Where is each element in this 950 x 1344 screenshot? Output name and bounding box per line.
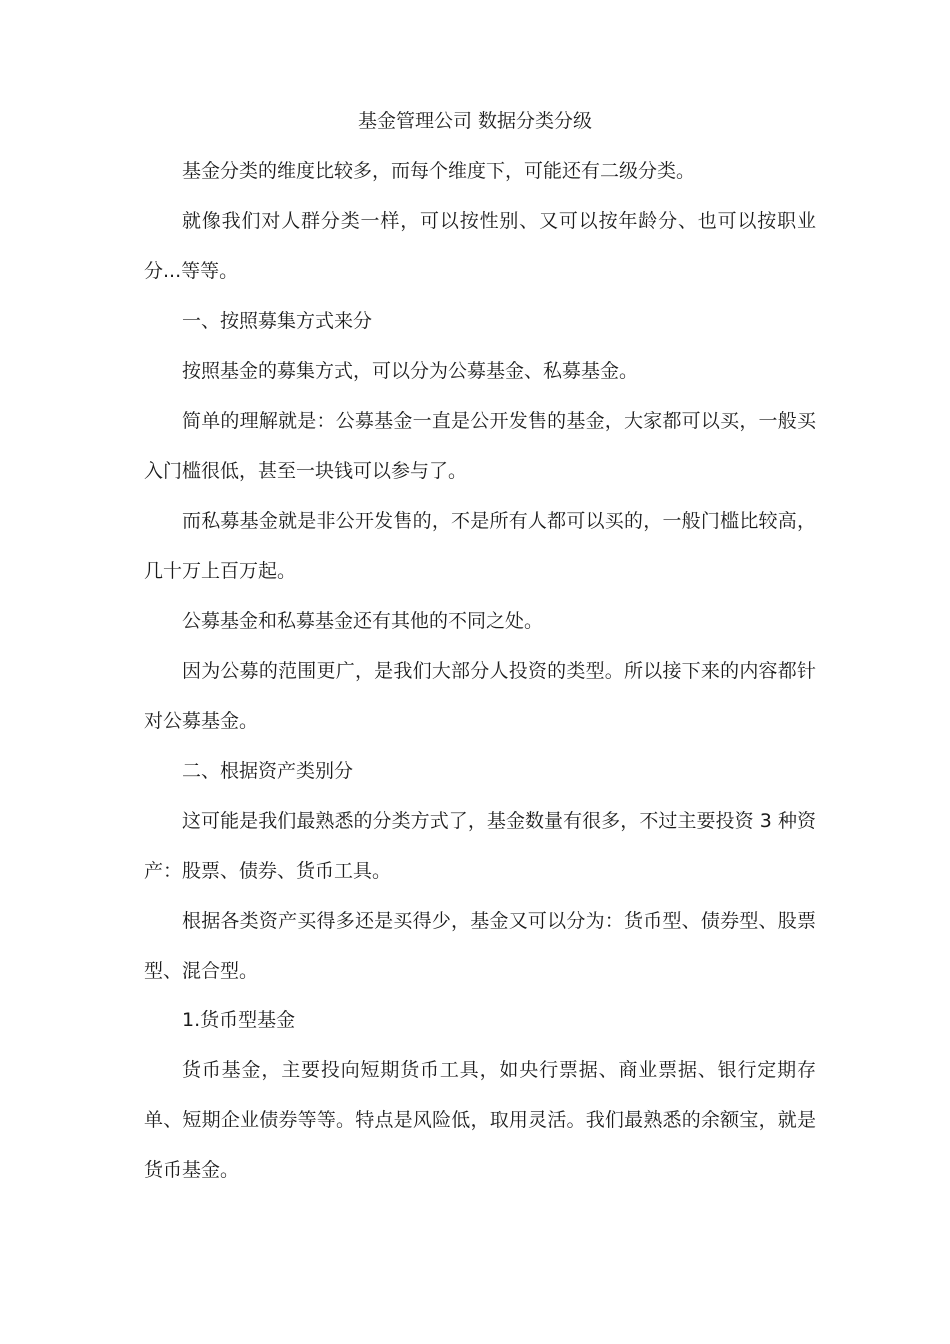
paragraph: 基金分类的维度比较多，而每个维度下，可能还有二级分类。	[182, 160, 696, 182]
paragraph: 而私募基金就是非公开发售的，不是所有人都可以买的，一般门槛比较高，几十万上百万起。	[144, 510, 816, 582]
paragraph: 这可能是我们最熟悉的分类方式了，基金数量有很多，不过主要投资 3 种资产：股票、债券、货币工具。	[144, 810, 816, 882]
paragraph: 就像我们对人群分类一样，可以按性别、又可以按年龄分、也可以按职业分...等等。	[144, 210, 816, 282]
paragraph: 公募基金和私募基金还有其他的不同之处。	[182, 610, 544, 632]
section-heading: 一、按照募集方式来分	[182, 310, 373, 332]
section-heading: 二、根据资产类别分	[182, 760, 354, 782]
paragraph: 货币基金，主要投向短期货币工具，如央行票据、商业票据、银行定期存单、短期企业债券等等。特点是风险低，取用灵活。我们最熟悉的余额宝，就是货币基金。	[144, 1059, 816, 1181]
document-title: 基金管理公司 数据分类分级	[357, 110, 593, 132]
subsection-heading: 1.货币型基金	[182, 1009, 296, 1031]
paragraph: 按照基金的募集方式，可以分为公募基金、私募基金。	[182, 360, 639, 382]
paragraph: 因为公募的范围更广，是我们大部分人投资的类型。所以接下来的内容都针对公募基金。	[144, 660, 816, 732]
paragraph: 简单的理解就是：公募基金一直是公开发售的基金，大家都可以买，一般买入门槛很低，甚至一块钱可以参与了。	[144, 410, 816, 482]
paragraph: 根据各类资产买得多还是买得少，基金又可以分为：货币型、债券型、股票型、混合型。	[144, 910, 816, 982]
